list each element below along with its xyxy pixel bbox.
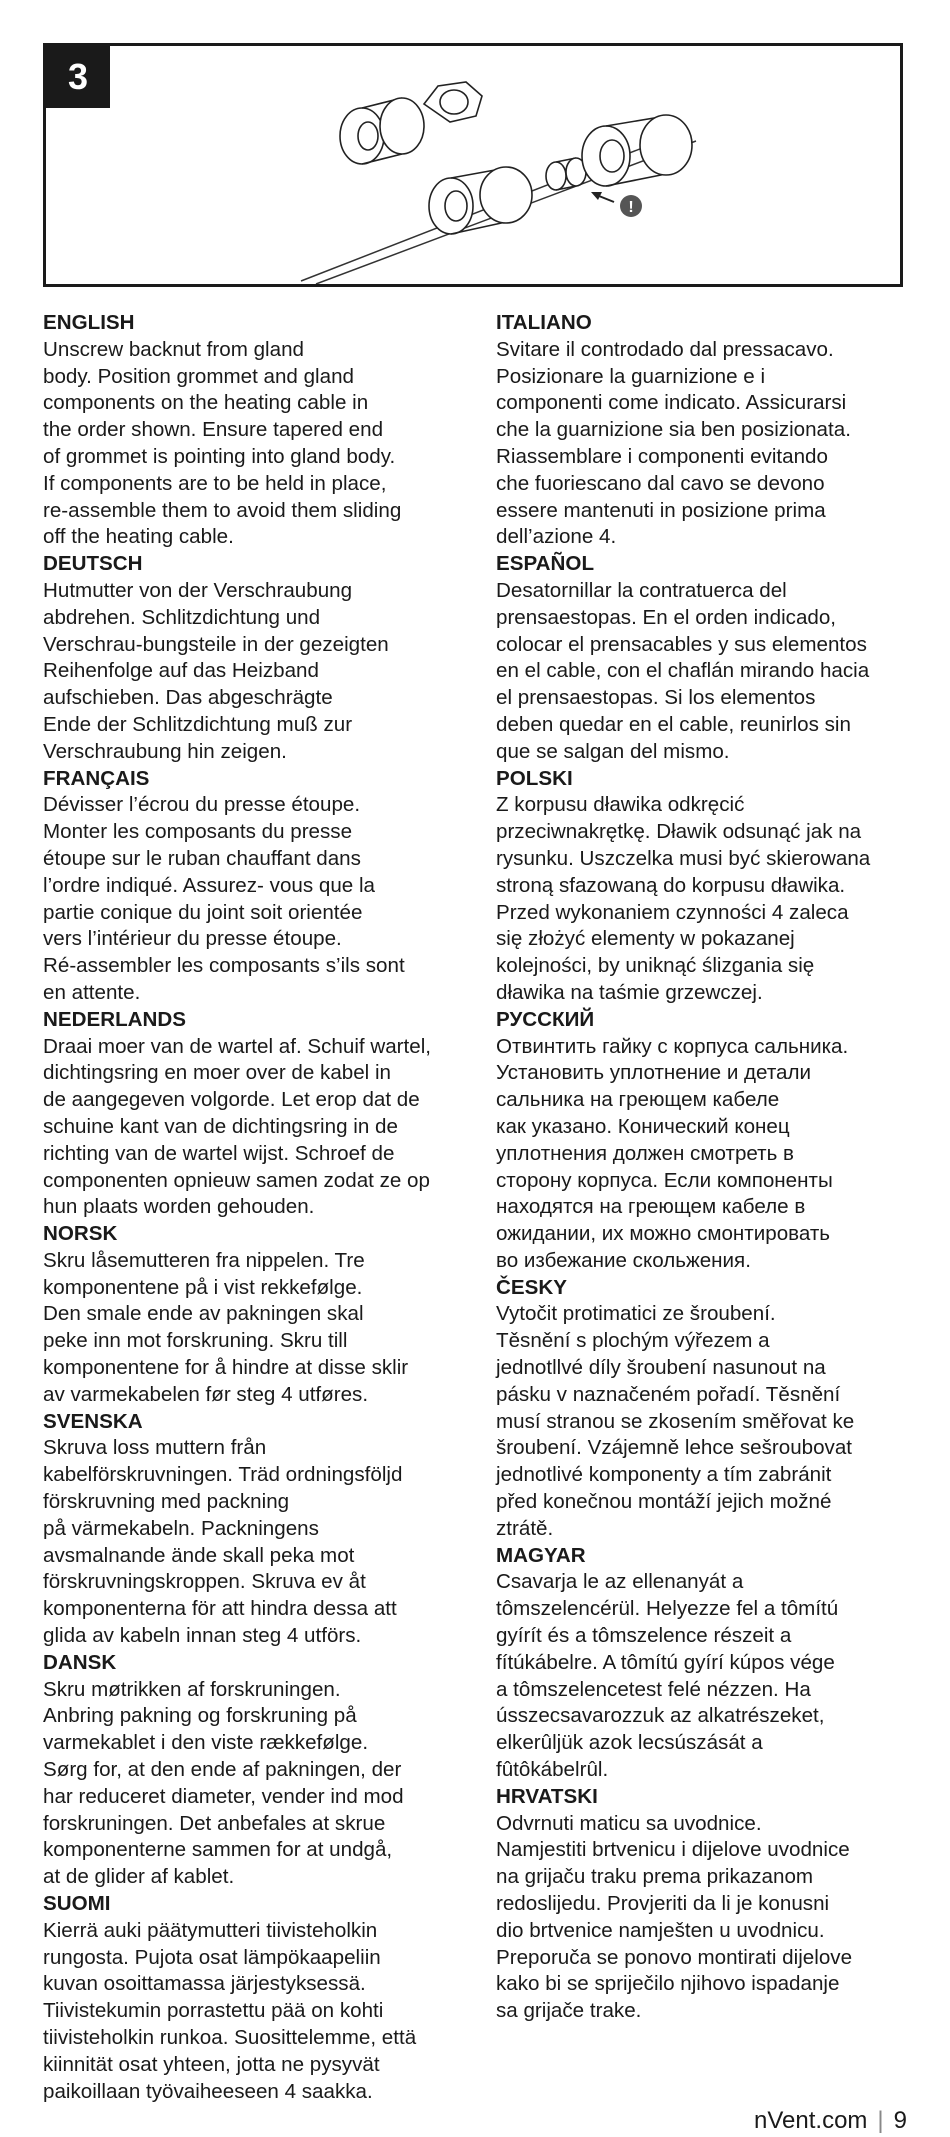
instruction-text: Csavarja le az ellenanyát a tômszelencérül. Helyezze fel a tômítú gyírít és a tômszelence részeit a fítúkábelre. A tômítú gyírí kúpos vége a tômszelencetest felé nézzen. Ha ússzecsavarozzuk az alkatrészeket, elkerûljük azok lecsúszását a fûtôkábelrûl. bbox=[496, 1570, 839, 1782]
language-heading: ENGLISH bbox=[43, 311, 135, 334]
step-illustration-frame bbox=[43, 43, 903, 287]
language-heading: ČESKY bbox=[496, 1275, 567, 1299]
language-heading: DANSK bbox=[43, 1650, 117, 1674]
language-heading: SVENSKA bbox=[43, 1409, 143, 1433]
footer-separator: | bbox=[877, 2107, 884, 2134]
assembled-gland-icon bbox=[429, 167, 532, 234]
page-footer bbox=[754, 2107, 907, 2135]
language-section bbox=[496, 551, 916, 765]
right-language-column bbox=[496, 310, 916, 2025]
language-section bbox=[43, 1891, 463, 2105]
language-section bbox=[496, 1784, 916, 2025]
instruction-text: Svitare il controdado dal pressacavo. Posizionare la guarnizione e i componenti come indicato. Assicurarsi che la guarnizione sia ben posizionata. Riassemblare i componenti evitando che fuoriescano dal cavo se devono essere mantenuti in posizione prima dell’azione 4. bbox=[496, 337, 851, 549]
instruction-text: Hutmutter von der Verschraubung abdrehen. Schlitzdichtung und Verschrau-bungsteile in der gezeigten Reihenfolge auf das Heizband aufschieben. Das abgeschrägte Ende der Schlitzdichtung muß zur Verschraubung hin zeigen. bbox=[43, 578, 389, 763]
language-section bbox=[496, 1543, 916, 1784]
hex-nut-icon bbox=[424, 82, 482, 122]
instruction-text: Skru låsemutteren fra nippelen. Tre komponentene på i vist rekkefølge. Den smale ende av pakningen skal peke inn mot forskruning. Skru till komponentene for å hindre at disse sklir av varmekabelen før steg 4 utføres. bbox=[43, 1248, 409, 1406]
svg-text:!: ! bbox=[628, 199, 634, 216]
instruction-text: Odvrnuti maticu sa uvodnice. Namjestiti brtvenicu i dijelove uvodnice na grijaču traku prema prikazanom redoslijedu. Provjeriti da li je konusni dio brtvenice namješten u uvodnicu. Preporuča se ponovo montirati dijelove kako bi se spriječilo njihovo ispadanje sa grijače trake. bbox=[496, 1811, 853, 2023]
backnut-icon bbox=[340, 98, 424, 164]
language-heading: HRVATSKI bbox=[496, 1784, 598, 1808]
language-heading: FRANÇAIS bbox=[43, 766, 150, 790]
instruction-text: Desatornillar la contratuerca del prensaestopas. En el orden indicado, colocar el prensacables y sus elementos en el cable, con el chaflán mirando hacia el prensaestopas. Si los elementos deben quedar en el cable, reunirlos sin que se salgan del mismo. bbox=[496, 578, 870, 763]
instruction-text: Draai moer van de wartel af. Schuif wartel, dichtingsring en moer over de kabel in de aangegeven volgorde. Let erop dat de schuine kant van de dichtingsring in de richting van de wartel wijst. Schroef de componenten opnieuw samen zodat ze op hun plaats worden gehouden. bbox=[43, 1034, 432, 1219]
language-heading: ITALIANO bbox=[496, 311, 592, 334]
gland-body-icon bbox=[546, 115, 692, 190]
instruction-text: Unscrew backnut from gland body. Position grommet and gland components on the heating cable in the order shown. Ensure tapered end of grommet is pointing into gland body. If components are to be held in place, re-assemble them to avoid them sliding off the heating cable. bbox=[43, 337, 402, 549]
language-section bbox=[43, 1221, 463, 1409]
instruction-text: Отвинтить гайку с корпуса сальника. Установить уплотнение и детали сальника на греющем кабеле как указано. Конический конец уплотнения должен смотреть в сторону корпуса. Если компоненты находятся на греющем кабеле в ожидании, их можно смонтировать во избежание скольжения. bbox=[496, 1034, 849, 1272]
language-section bbox=[43, 1409, 463, 1650]
language-section bbox=[496, 1275, 916, 1543]
left-language-column bbox=[43, 310, 463, 2105]
language-section bbox=[43, 1007, 463, 1221]
language-heading: РУССКИЙ bbox=[496, 1007, 595, 1031]
language-section bbox=[496, 1007, 916, 1275]
language-section bbox=[496, 310, 916, 551]
language-heading: NEDERLANDS bbox=[43, 1007, 187, 1031]
language-section bbox=[43, 551, 463, 765]
cable-gland-assembly-diagram bbox=[46, 46, 900, 284]
instruction-text: Dévisser l’écrou du presse étoupe. Monter les composants du presse étoupe sur le ruban chauffant dans l’ordre indiqué. Assurez- vous que la partie conique du joint soit orientée vers l’intérieur du presse étoupe. Ré-assembler les composants s’ils sont en attente. bbox=[43, 793, 405, 1004]
language-section bbox=[43, 1650, 463, 1891]
language-heading: DEUTSCH bbox=[43, 552, 143, 576]
language-section bbox=[43, 310, 463, 551]
instruction-text: Skruva loss muttern från kabelförskruvningen. Träd ordningsföljd förskruvning med packning på värmekabeln. Packningens avsmalnande ände skall peka mot förskruvningskroppen. Skruva ev åt komponenterna för att hindra dessa att glida av kabeln innan steg 4 utförs. bbox=[43, 1436, 403, 1648]
language-heading: POLSKI bbox=[496, 766, 573, 790]
instruction-text: Kierrä auki päätymutteri tiivisteholkin rungosta. Pujota osat lämpökaapeliin kuvan osoittamassa järjestyksessä. Tiivistekumin porrastettu pää on kohti tiivisteholkin runkoa. Suosittelemme, että kiinnität osat yhteen, jotta ne pysyvät paikoillaan työvaiheeseen 4 saakka. bbox=[43, 1918, 417, 2103]
instruction-text: Skru møtrikken af forskruningen. Anbring pakning og forskruning på varmekablet i den viste rækkefølge. Sørg for, at den ende af pakningen, der har reduceret diameter, vender ind mod forskruningen. Det anbefales at skrue komponenterne sammen for at undgå, at de glider af kablet. bbox=[43, 1677, 404, 1889]
footer-site-link[interactable]: nVent.com bbox=[754, 2107, 868, 2134]
instruction-text: Z korpusu dławika odkręcić przeciwnakrętkę. Dławik odsunąć jak na rysunku. Uszczelka musi być skierowana stroną sfazowaną do korpusu dławika. Przed wykonaniem czynności 4 zaleca się złożyć elementy w pokazanej kolejności, by uniknąć ślizgania się dławika na taśmie grzewczej. bbox=[496, 793, 871, 1004]
step-number-badge: 3 bbox=[46, 46, 110, 108]
warning-icon bbox=[591, 192, 642, 217]
language-heading: MAGYAR bbox=[496, 1543, 586, 1567]
page-number: 9 bbox=[893, 2107, 907, 2134]
instruction-text: Vytočit protimatici ze šroubení. Těsnění s plochým výřezem a jednotllvé díly šroubení nasunout na pásku v naznačeném pořadí. Těsnění musí stranou se zkosením směřovat ke šroubení. Vzájemně lehce sešroubovat jednotlivé komponenty a tím zabránit před konečnou montáží jejich možné ztrátě. bbox=[496, 1302, 855, 1540]
language-heading: NORSK bbox=[43, 1222, 118, 1246]
language-heading: SUOMI bbox=[43, 1892, 111, 1916]
language-section bbox=[496, 766, 916, 1007]
language-heading: ESPAÑOL bbox=[496, 552, 595, 576]
language-section bbox=[43, 766, 463, 1007]
